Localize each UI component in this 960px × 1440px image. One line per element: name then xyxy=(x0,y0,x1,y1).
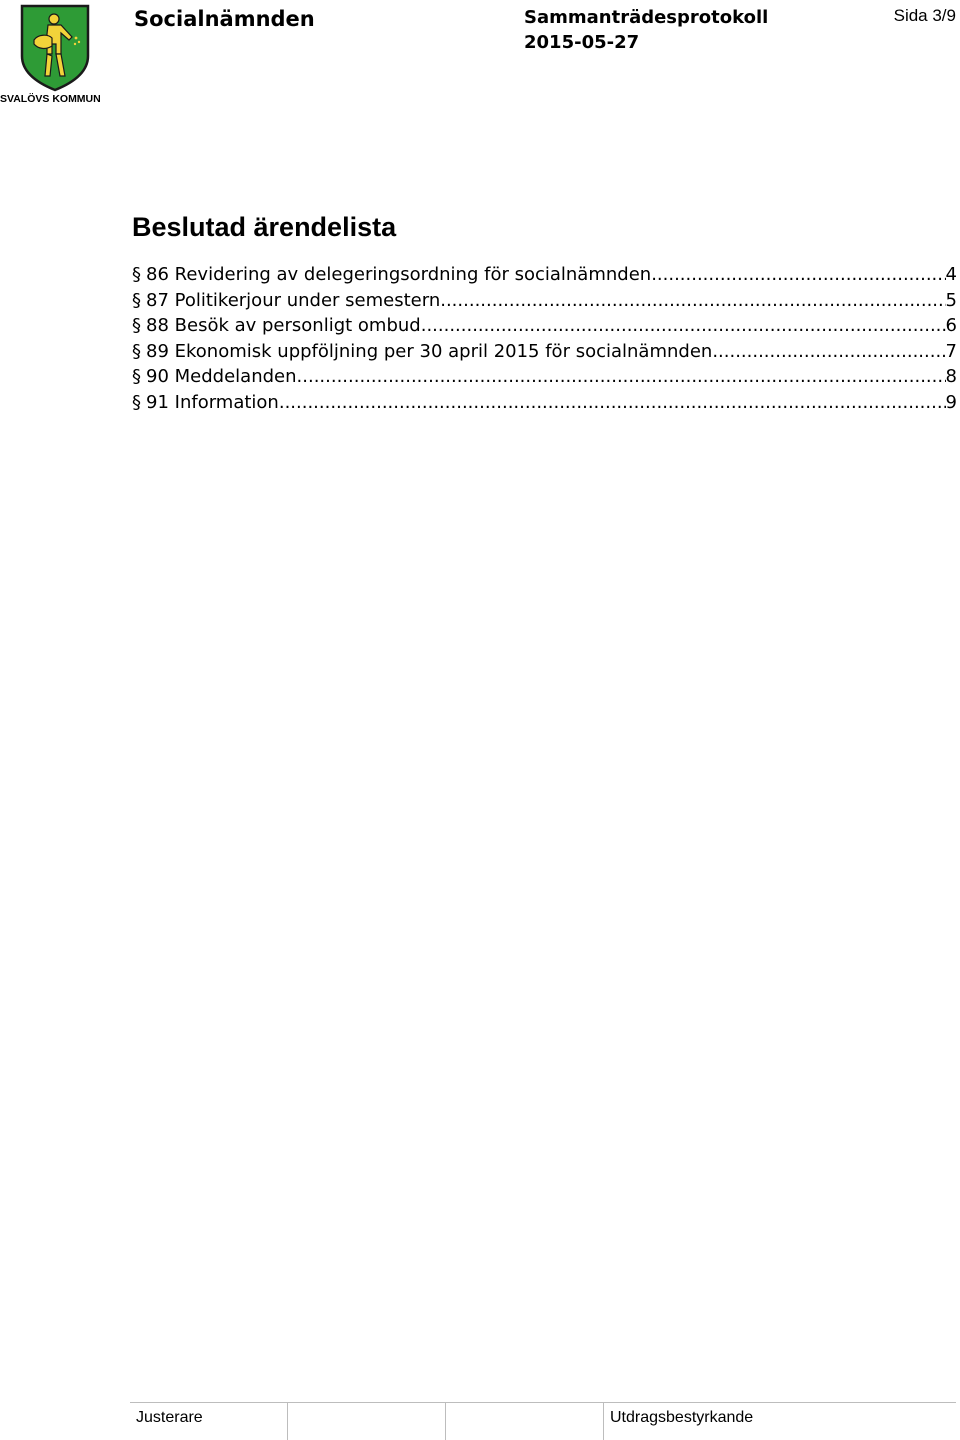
section-sign: § xyxy=(132,315,141,337)
agenda-item-label xyxy=(146,339,712,365)
dot-leader xyxy=(440,288,945,314)
section-sign: § xyxy=(132,366,141,388)
agenda-item-title: Besök av personligt ombud xyxy=(174,315,421,337)
agenda-item-number: 87 xyxy=(146,289,169,311)
agenda-item-title: Ekonomisk uppföljning per 30 april 2015 för socialnämnden xyxy=(174,340,713,362)
agenda-item-label xyxy=(146,364,297,390)
adjuster-signature-box-1 xyxy=(288,1403,446,1440)
agenda-item-page: 7 xyxy=(945,340,957,362)
section-sign: § xyxy=(132,391,141,413)
agenda-item-title: Information xyxy=(174,391,279,413)
agenda-item-page: 5 xyxy=(945,289,957,311)
agenda-item-number: 86 xyxy=(146,264,169,285)
agenda-item-page: 4 xyxy=(945,264,957,285)
agenda-item-number: 91 xyxy=(146,391,169,413)
agenda-item[interactable] xyxy=(132,364,957,390)
agenda-title: Beslutad ärendelista xyxy=(132,212,397,242)
agenda-item[interactable] xyxy=(132,262,957,288)
agenda-item-title: Revidering av delegeringsordning för socialnämnden xyxy=(174,264,652,285)
agenda-item-page: 6 xyxy=(945,315,957,337)
dot-leader xyxy=(651,262,945,288)
document-type: Sammanträdesprotokoll xyxy=(524,7,769,28)
agenda-item-label xyxy=(146,262,651,288)
meeting-date: 2015-05-27 xyxy=(524,32,640,53)
agenda-item-title: Meddelanden xyxy=(174,366,297,388)
dot-leader xyxy=(712,339,945,365)
agenda-item[interactable] xyxy=(132,390,957,416)
agenda-item-number: 89 xyxy=(146,340,169,362)
adjuster-signature-box-2 xyxy=(446,1403,604,1440)
agenda-item-page: 8 xyxy=(945,366,957,388)
agenda-item-page: 9 xyxy=(945,391,957,413)
section-sign: § xyxy=(132,264,141,285)
dot-leader xyxy=(279,390,946,416)
committee-name: Socialnämnden xyxy=(134,7,315,31)
agenda-item-number: 88 xyxy=(146,315,169,337)
agenda-item[interactable] xyxy=(132,339,957,365)
dot-leader xyxy=(421,313,946,339)
agenda-item-number: 90 xyxy=(146,366,169,388)
section-sign: § xyxy=(132,289,141,311)
agenda-item-label xyxy=(146,313,421,339)
municipality-logo xyxy=(0,4,110,108)
document-header xyxy=(0,0,960,110)
agenda-item[interactable] xyxy=(132,288,957,314)
agenda-list xyxy=(132,262,957,416)
adjuster-label: Justerare xyxy=(130,1403,288,1440)
agenda-item-title: Politikerjour under semestern xyxy=(174,289,441,311)
municipality-name: SVALÖVS KOMMUN xyxy=(0,93,101,105)
extract-certification-label: Utdragsbestyrkande xyxy=(610,1409,754,1426)
page-number: Sida 3/9 xyxy=(893,6,956,25)
agenda-item[interactable] xyxy=(132,313,957,339)
section-sign: § xyxy=(132,340,141,362)
coat-of-arms-sower-icon xyxy=(20,4,90,92)
agenda-item-label xyxy=(146,390,279,416)
agenda-item-label xyxy=(146,288,440,314)
dot-leader xyxy=(297,364,946,390)
signature-footer xyxy=(130,1402,956,1440)
